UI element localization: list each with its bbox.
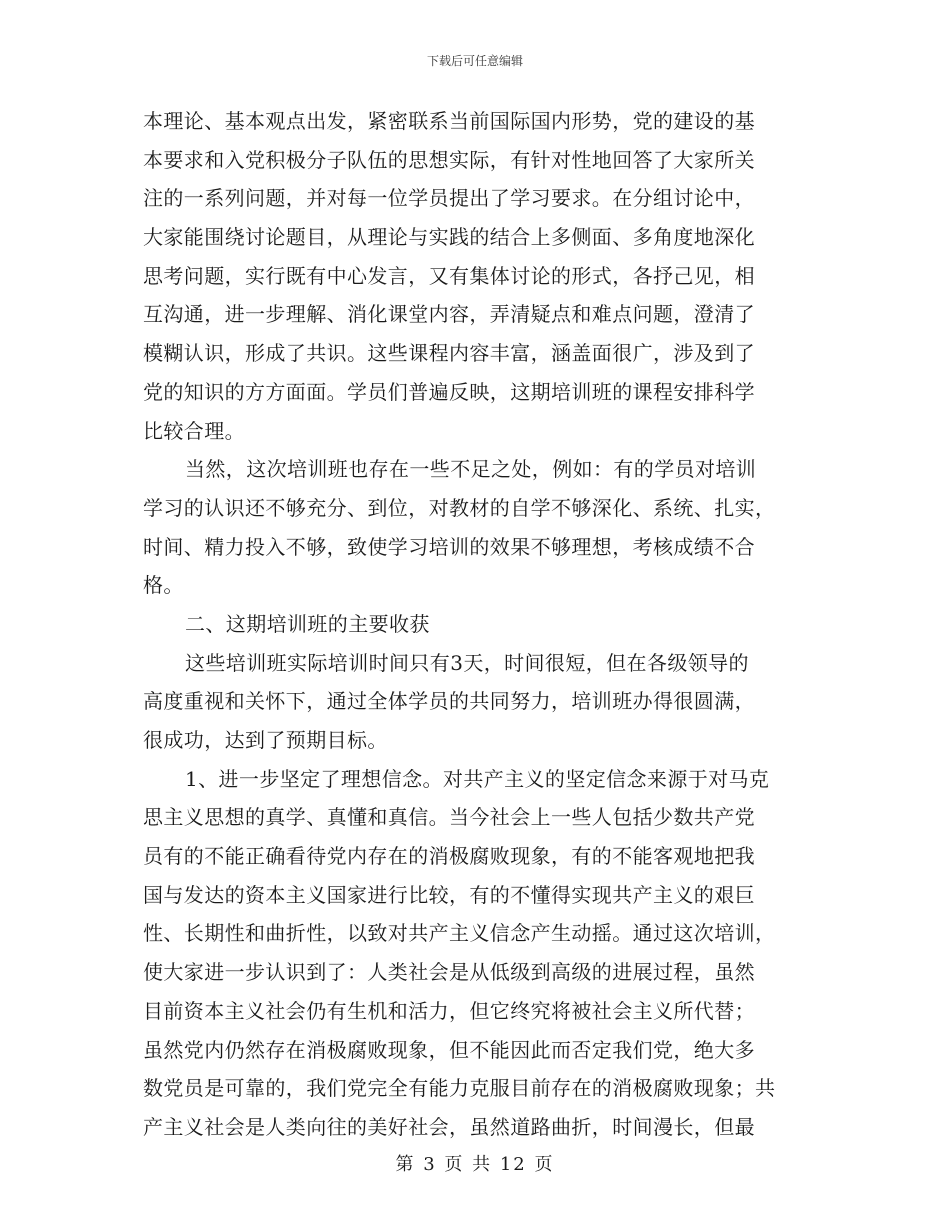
body-line: 思主义思想的真学、真懂和真信。当今社会上一些人包括少数共产党	[143, 805, 755, 830]
body-line: 产主义社会是人类向往的美好社会，虽然道路曲折，时间漫长，但最	[143, 1114, 755, 1139]
paragraph-start-line: 这些培训班实际培训时间只有3天，时间很短，但在各级领导的	[185, 650, 749, 675]
body-line: 时间、精力投入不够，致使学习培训的效果不够理想，考核成绩不合	[143, 534, 755, 559]
body-line: 目前资本主义社会仍有生机和活力，但它终究将被社会主义所代替；	[143, 998, 755, 1023]
body-line: 性、长期性和曲折性，以致对共产主义信念产生动摇。通过这次培训，	[143, 921, 776, 946]
body-line: 员有的不能正确看待党内存在的消极腐败现象，有的不能客观地把我	[143, 844, 755, 869]
body-line: 比较合理。	[143, 418, 245, 443]
body-line: 党的知识的方方面面。学员们普遍反映，这期培训班的课程安排科学	[143, 379, 755, 404]
body-line: 本理论、基本观点出发，紧密联系当前国际国内形势，党的建设的基	[143, 109, 755, 133]
body-line: 模糊认识，形成了共识。这些课程内容丰富，涵盖面很广，涉及到了	[143, 341, 755, 366]
body-line: 注的一系列问题，并对每一位学员提出了学习要求。在分组讨论中，	[143, 186, 755, 211]
body-line: 使大家进一步认识到了：人类社会是从低级到高级的进展过程，虽然	[143, 960, 755, 985]
body-line: 学习的认识还不够充分、到位，对教材的自学不够深化、系统、扎实，	[143, 495, 776, 520]
body-line: 互沟通，进一步理解、消化课堂内容，弄清疑点和难点问题，澄清了	[143, 302, 755, 327]
paragraph-start-line: 当然，这次培训班也存在一些不足之处，例如：有的学员对培训	[185, 457, 757, 482]
document-body	[143, 102, 808, 1147]
body-line: 本要求和入党积极分子队伍的思想实际，有针对性地回答了大家所关	[143, 147, 755, 172]
page-number-footer: 第 3 页 共 12 页	[395, 1154, 555, 1175]
body-line: 很成功，达到了预期目标。	[143, 728, 388, 752]
body-line: 数党员是可靠的，我们党完全有能力克服目前存在的消极腐败现象；共	[143, 1076, 776, 1101]
body-line: 虽然党内仍然存在消极腐败现象，但不能因此而否定我们党，绝大多	[143, 1037, 755, 1062]
body-line: 国与发达的资本主义国家进行比较，有的不懂得实现共产主义的艰巨	[143, 882, 755, 907]
body-line: 思考问题，实行既有中心发言，又有集体讨论的形式，各抒己见，相	[143, 263, 755, 288]
page-header-note: 下载后可任意编辑	[426, 54, 523, 68]
body-line: 高度重视和关怀下，通过全体学员的共同努力，培训班办得很圆满，	[143, 689, 755, 714]
body-line: 格。	[143, 573, 184, 598]
section-heading: 二、这期培训班的主要收获	[185, 611, 430, 636]
paragraph-start-line: 1、进一步坚定了理想信念。对共产主义的坚定信念来源于对马克	[185, 766, 770, 791]
body-line: 大家能围绕讨论题目，从理论与实践的结合上多侧面、多角度地深化	[143, 225, 755, 250]
